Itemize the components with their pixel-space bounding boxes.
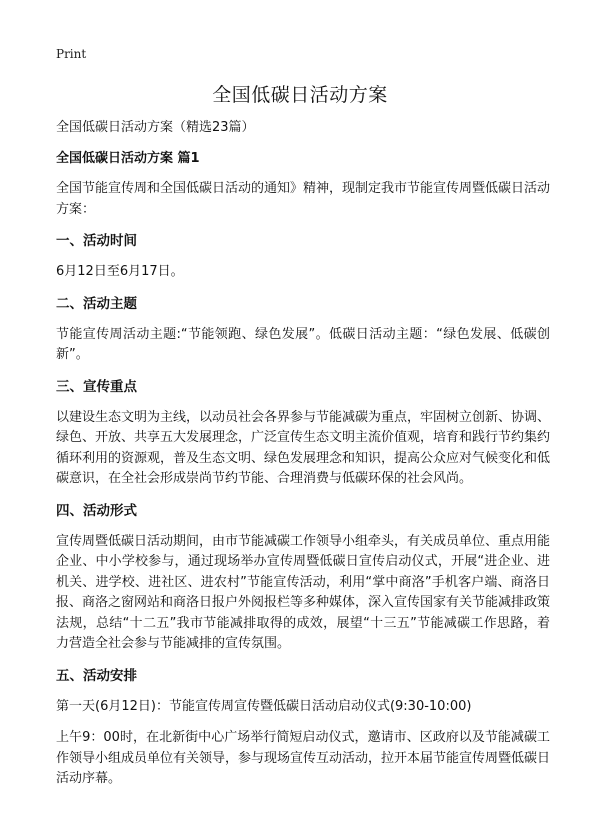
- section-paragraph-schedule-morning: 上午9：00时，在北新街中心广场举行简短启动仪式，邀请市、区政府以及节能减碳工作领导小组成员单位有关领导，参与现场宣传互动活动，拉开本届节能宣传周暨低碳日活动序幕。: [56, 730, 551, 786]
- page-title: 全国低碳日活动方案: [212, 84, 388, 106]
- section-paragraph-activity-form: 宣传周暨低碳日活动期间，由市节能减碳工作领导小组牵头，有关成员单位、重点用能企业、中小学校参与，通过现场举办宣传周暨低碳日宣传启动仪式，开展“进企业、进机关、进学校、进社区、进农村”节能宣传活动，利用“掌中商洛”手机客户端、商洛日报、商洛之窗网站和商洛日报户外阅报栏等多种媒体，深入宣传国家有关节能减排政策法规，总结“十二五”我市节能减排取得的成效，展望“十三五”节能减碳工作思路，着力营造全社会参与节能减排的宣传氛围。: [56, 533, 551, 651]
- section-paragraph-schedule-day-one: 第一天(6月12日)：节能宣传周宣传暨低碳日活动启动仪式(9:30-10:00): [56, 698, 472, 714]
- intro-paragraph: 全国节能宣传周和全国低碳日活动的通知》精神，现制定我市节能宣传周暨低碳日活动方案：: [56, 181, 551, 217]
- section-paragraph-publicity-focus: 以建设生态文明为主线，以动员社会各界参与节能减碳为重点，牢固树立创新、协调、绿色、开放、共享五大发展理念，广泛宣传生态文明主流价值观，培育和践行节约集约循环利用的资源观，普及生态文明、绿色发展理念和知识，提高公众应对气候变化和低碳意识，在全社会形成崇尚节约节能、合理消费与低碳环保的社会风尚。: [56, 409, 551, 486]
- section-heading-activity-schedule: 五、活动安排: [56, 667, 137, 684]
- article-title: 全国低碳日活动方案 篇1: [56, 151, 200, 166]
- section-heading-activity-time: 一、活动时间: [56, 233, 137, 249]
- section-heading-activity-theme: 二、活动主题: [56, 295, 137, 312]
- section-heading-activity-form: 四、活动形式: [56, 502, 137, 519]
- section-paragraph-activity-time: 6月12日至6月17日。: [56, 264, 184, 279]
- document-body: [56, 118, 550, 801]
- section-paragraph-activity-theme: 节能宣传周活动主题:“节能领跑、绿色发展”。低碳日活动主题：“绿色发展、低碳创新”。: [56, 326, 550, 362]
- section-heading-publicity-focus: 三、宣传重点: [56, 378, 137, 395]
- document-subtitle: 全国低碳日活动方案（精选23篇）: [56, 120, 255, 135]
- print-label: Print: [56, 47, 87, 61]
